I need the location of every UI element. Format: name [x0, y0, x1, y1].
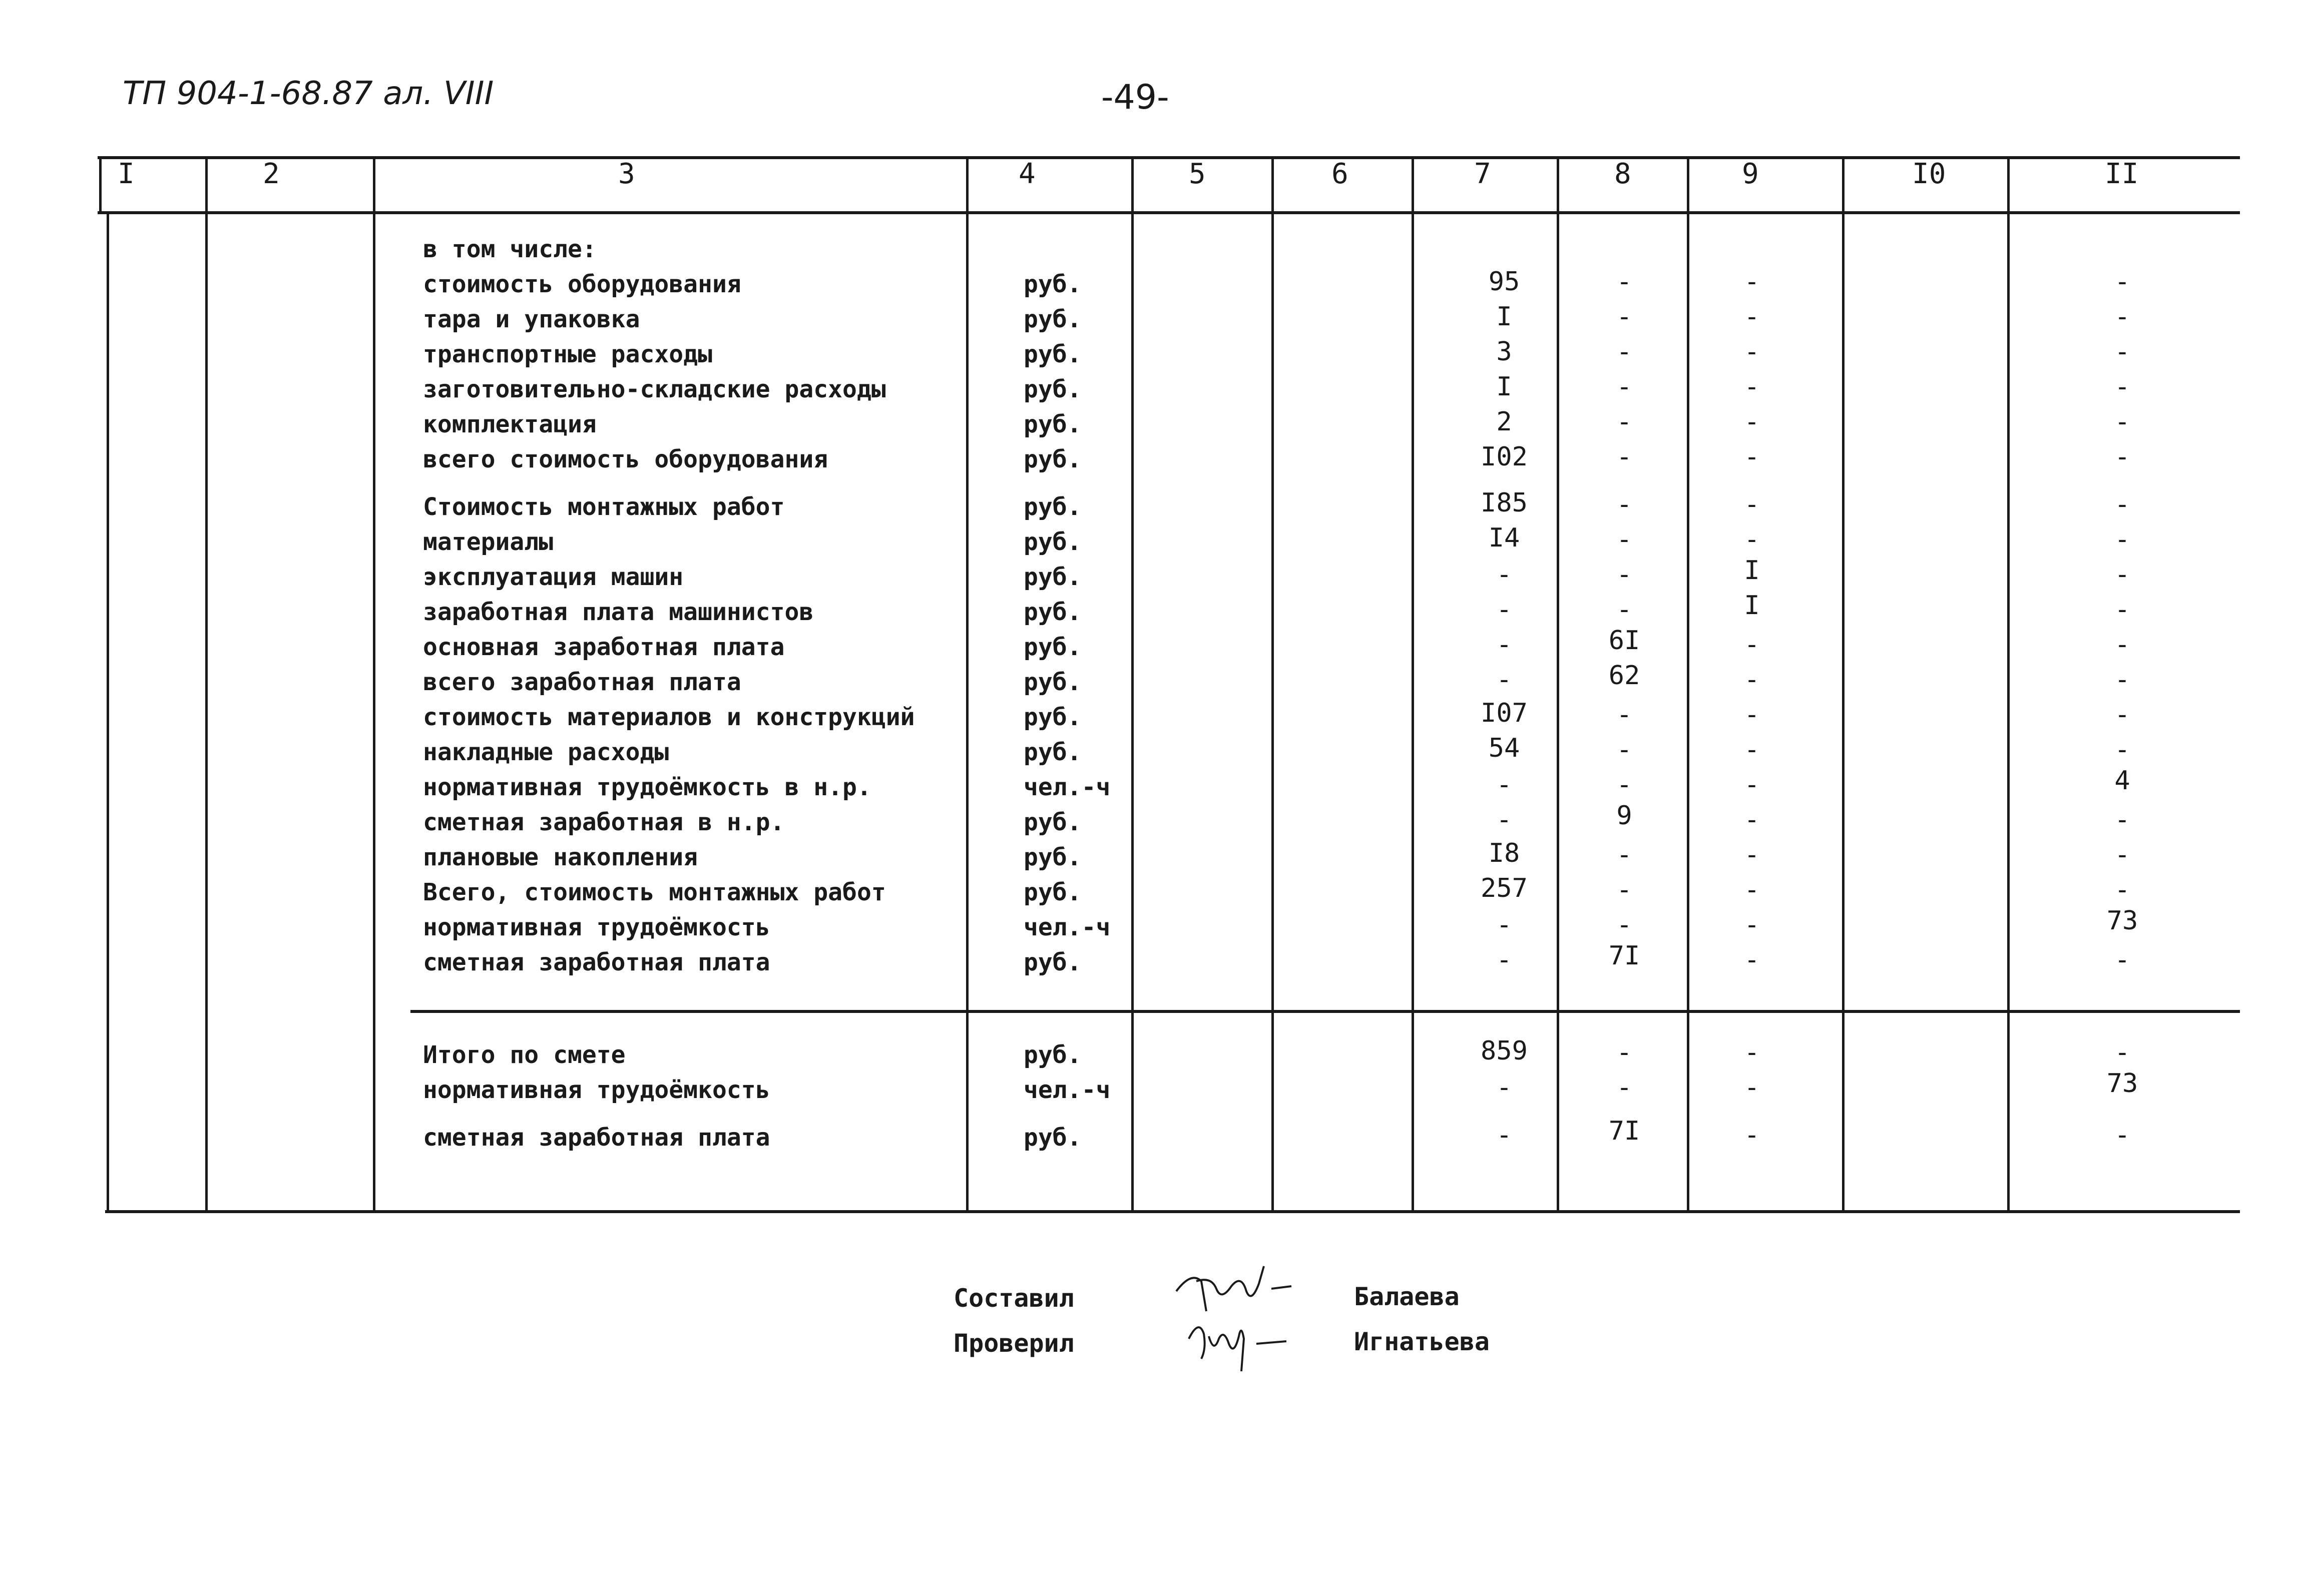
- column-border: [1557, 156, 1559, 1212]
- cell-col7: 3: [1496, 337, 1512, 367]
- row-unit: руб.: [1024, 493, 1082, 521]
- row-description: Стоимость монтажных работ: [423, 493, 785, 521]
- cell-col11: -: [2114, 560, 2130, 590]
- cell-col11: -: [2114, 372, 2130, 402]
- cell-col9: -: [1744, 770, 1760, 800]
- cell-col8: -: [1616, 1073, 1632, 1103]
- cell-col8: -: [1616, 524, 1632, 555]
- cell-col11: -: [2114, 1120, 2130, 1150]
- column-number: II: [2105, 158, 2139, 190]
- cell-col8: -: [1616, 840, 1632, 870]
- row-description: в том числе:: [423, 235, 597, 263]
- compiled-by-label: Составил: [954, 1284, 1074, 1313]
- cell-col7: I02: [1481, 442, 1528, 472]
- row-unit: руб.: [1024, 598, 1082, 626]
- cell-col11: -: [2114, 945, 2130, 975]
- cell-col7: -: [1496, 560, 1512, 590]
- column-number: I0: [1912, 158, 1946, 190]
- cell-col8: 7I: [1608, 941, 1640, 971]
- cell-col7: -: [1496, 910, 1512, 940]
- column-border: [1687, 156, 1689, 1212]
- cell-col9: -: [1744, 524, 1760, 555]
- document-code: ТП 904-1-68.87 ал. VIII: [123, 75, 494, 112]
- column-border: [107, 212, 109, 1212]
- row-unit: руб.: [1024, 843, 1082, 871]
- cell-col7: 95: [1488, 267, 1520, 297]
- cell-col7: -: [1496, 945, 1512, 975]
- cell-col9: -: [1744, 630, 1760, 660]
- cell-col8: -: [1616, 1037, 1632, 1068]
- row-unit: руб.: [1024, 703, 1082, 731]
- cell-col8: 7I: [1608, 1116, 1640, 1146]
- checked-signature: [1179, 1309, 1309, 1376]
- cell-col11: -: [2114, 442, 2130, 472]
- row-description: накладные расходы: [423, 738, 669, 766]
- cell-col7: I: [1496, 372, 1512, 402]
- row-unit: руб.: [1024, 668, 1082, 696]
- cell-col7: 859: [1481, 1036, 1528, 1066]
- row-unit: чел.-ч: [1024, 773, 1111, 801]
- row-description: материалы: [423, 528, 554, 556]
- cell-col11: -: [2114, 805, 2130, 835]
- cell-col11: -: [2114, 630, 2130, 660]
- cell-col8: -: [1616, 560, 1632, 590]
- cell-col11: 73: [2106, 906, 2138, 936]
- column-number: 4: [1019, 158, 1036, 190]
- cell-col8: -: [1616, 489, 1632, 519]
- cell-col7: I85: [1481, 488, 1528, 518]
- cell-col9: -: [1744, 1037, 1760, 1068]
- cell-col8: -: [1616, 595, 1632, 625]
- cell-col11: -: [2114, 489, 2130, 519]
- row-unit: чел.-ч: [1024, 1076, 1111, 1104]
- cell-col8: -: [1616, 910, 1632, 940]
- row-unit: руб.: [1024, 445, 1082, 473]
- cell-col7: I: [1496, 302, 1512, 332]
- cell-col7: 54: [1488, 733, 1520, 763]
- cell-col8: -: [1616, 700, 1632, 730]
- row-unit: чел.-ч: [1024, 913, 1111, 941]
- cell-col11: -: [2114, 1037, 2130, 1068]
- cell-col11: -: [2114, 302, 2130, 332]
- cell-col9: -: [1744, 407, 1760, 437]
- row-description: нормативная трудоёмкость: [423, 913, 770, 941]
- cell-col9: -: [1744, 910, 1760, 940]
- row-unit: руб.: [1024, 808, 1082, 836]
- column-number: I: [118, 158, 135, 190]
- cell-col11: -: [2114, 840, 2130, 870]
- row-description: всего стоимость оборудования: [423, 445, 828, 473]
- column-border: [1131, 156, 1134, 1212]
- row-description: всего заработная плата: [423, 668, 741, 696]
- column-border: [373, 156, 375, 1212]
- row-unit: руб.: [1024, 340, 1082, 368]
- cell-col7: -: [1496, 630, 1512, 660]
- row-description: стоимость оборудования: [423, 270, 741, 298]
- cell-col8: 9: [1616, 801, 1632, 831]
- column-border: [1842, 156, 1845, 1212]
- row-description: тара и упаковка: [423, 305, 640, 333]
- cell-col11: -: [2114, 595, 2130, 625]
- row-unit: руб.: [1024, 738, 1082, 766]
- cell-col7: I8: [1488, 838, 1520, 868]
- cell-col8: -: [1616, 302, 1632, 332]
- cell-col9: I: [1744, 591, 1760, 621]
- row-description: сметная заработная плата: [423, 948, 770, 976]
- cell-col11: -: [2114, 735, 2130, 765]
- row-description: сметная заработная в н.р.: [423, 808, 785, 836]
- row-description: эксплуатация машин: [423, 563, 684, 591]
- column-border: [1412, 156, 1414, 1212]
- row-description: нормативная трудоёмкость в н.р.: [423, 773, 871, 801]
- column-border: [1271, 156, 1274, 1212]
- cell-col8: -: [1616, 875, 1632, 905]
- cell-col11: -: [2114, 700, 2130, 730]
- table-bottom-border: [105, 1210, 2240, 1213]
- column-border: [2007, 156, 2010, 1212]
- cell-col9: -: [1744, 875, 1760, 905]
- column-number: 6: [1331, 158, 1348, 190]
- cell-col9: -: [1744, 700, 1760, 730]
- cell-col8: 6I: [1608, 626, 1640, 656]
- cell-col11: 73: [2106, 1069, 2138, 1099]
- cell-col9: -: [1744, 1120, 1760, 1150]
- cell-col7: -: [1496, 770, 1512, 800]
- row-description: нормативная трудоёмкость: [423, 1076, 770, 1104]
- cell-col11: -: [2114, 267, 2130, 297]
- cell-col9: -: [1744, 489, 1760, 519]
- checked-by-label: Проверил: [954, 1329, 1074, 1358]
- cell-col7: -: [1496, 665, 1512, 695]
- row-unit: руб.: [1024, 375, 1082, 403]
- cell-col9: -: [1744, 805, 1760, 835]
- section-divider: [410, 1010, 2240, 1013]
- row-description: транспортные расходы: [423, 340, 712, 368]
- cell-col7: 2: [1496, 407, 1512, 437]
- cell-col11: 4: [2114, 766, 2130, 796]
- column-number: 9: [1742, 158, 1759, 190]
- row-unit: руб.: [1024, 1124, 1082, 1152]
- cell-col8: -: [1616, 770, 1632, 800]
- cell-col8: -: [1616, 735, 1632, 765]
- column-number: 8: [1614, 158, 1631, 190]
- compiled-by-name: Балаева: [1354, 1282, 1460, 1311]
- cell-col11: -: [2114, 665, 2130, 695]
- row-unit: руб.: [1024, 948, 1082, 976]
- cell-col9: -: [1744, 267, 1760, 297]
- checked-by-name: Игнатьева: [1354, 1327, 1490, 1356]
- cell-col7: -: [1496, 1073, 1512, 1103]
- column-number: 2: [263, 158, 280, 190]
- row-unit: руб.: [1024, 1041, 1082, 1069]
- cell-col9: -: [1744, 372, 1760, 402]
- row-description: заработная плата машинистов: [423, 598, 814, 626]
- cell-col9: -: [1744, 945, 1760, 975]
- cell-col9: -: [1744, 302, 1760, 332]
- cell-col8: -: [1616, 372, 1632, 402]
- column-number: 7: [1474, 158, 1491, 190]
- row-description: комплектация: [423, 410, 597, 438]
- column-border: [966, 156, 969, 1212]
- row-description: Всего, стоимость монтажных работ: [423, 878, 886, 906]
- cell-col11: -: [2114, 407, 2130, 437]
- row-unit: руб.: [1024, 563, 1082, 591]
- cell-col8: -: [1616, 267, 1632, 297]
- row-description: основная заработная плата: [423, 633, 785, 661]
- cell-col8: -: [1616, 407, 1632, 437]
- cell-col11: -: [2114, 524, 2130, 555]
- column-number: 3: [618, 158, 635, 190]
- row-unit: руб.: [1024, 633, 1082, 661]
- cell-col8: 62: [1608, 661, 1640, 691]
- row-description: стоимость материалов и конструкций: [423, 703, 915, 731]
- cell-col7: I4: [1488, 523, 1520, 553]
- row-description: плановые накопления: [423, 843, 698, 871]
- cell-col7: -: [1496, 805, 1512, 835]
- column-border: [205, 156, 208, 1212]
- row-unit: руб.: [1024, 878, 1082, 906]
- column-number: 5: [1189, 158, 1206, 190]
- cell-col11: -: [2114, 875, 2130, 905]
- cell-col11: -: [2114, 337, 2130, 367]
- row-unit: руб.: [1024, 270, 1082, 298]
- cell-col8: -: [1616, 337, 1632, 367]
- cell-col9: I: [1744, 556, 1760, 586]
- cell-col9: -: [1744, 735, 1760, 765]
- cell-col7: I07: [1481, 698, 1528, 728]
- row-unit: руб.: [1024, 410, 1082, 438]
- cell-col9: -: [1744, 665, 1760, 695]
- column-border: [99, 156, 102, 212]
- cell-col9: -: [1744, 337, 1760, 367]
- row-description: сметная заработная плата: [423, 1124, 770, 1152]
- header-bottom-border: [98, 211, 2240, 214]
- row-unit: руб.: [1024, 528, 1082, 556]
- row-description: заготовительно-складские расходы: [423, 375, 886, 403]
- cell-col7: -: [1496, 1120, 1512, 1150]
- cell-col8: -: [1616, 442, 1632, 472]
- cell-col9: -: [1744, 1073, 1760, 1103]
- cell-col9: -: [1744, 840, 1760, 870]
- page-number: -49-: [1101, 78, 1169, 117]
- cell-col9: -: [1744, 442, 1760, 472]
- row-unit: руб.: [1024, 305, 1082, 333]
- row-description: Итого по смете: [423, 1041, 626, 1069]
- cell-col7: -: [1496, 595, 1512, 625]
- cell-col7: 257: [1481, 873, 1528, 903]
